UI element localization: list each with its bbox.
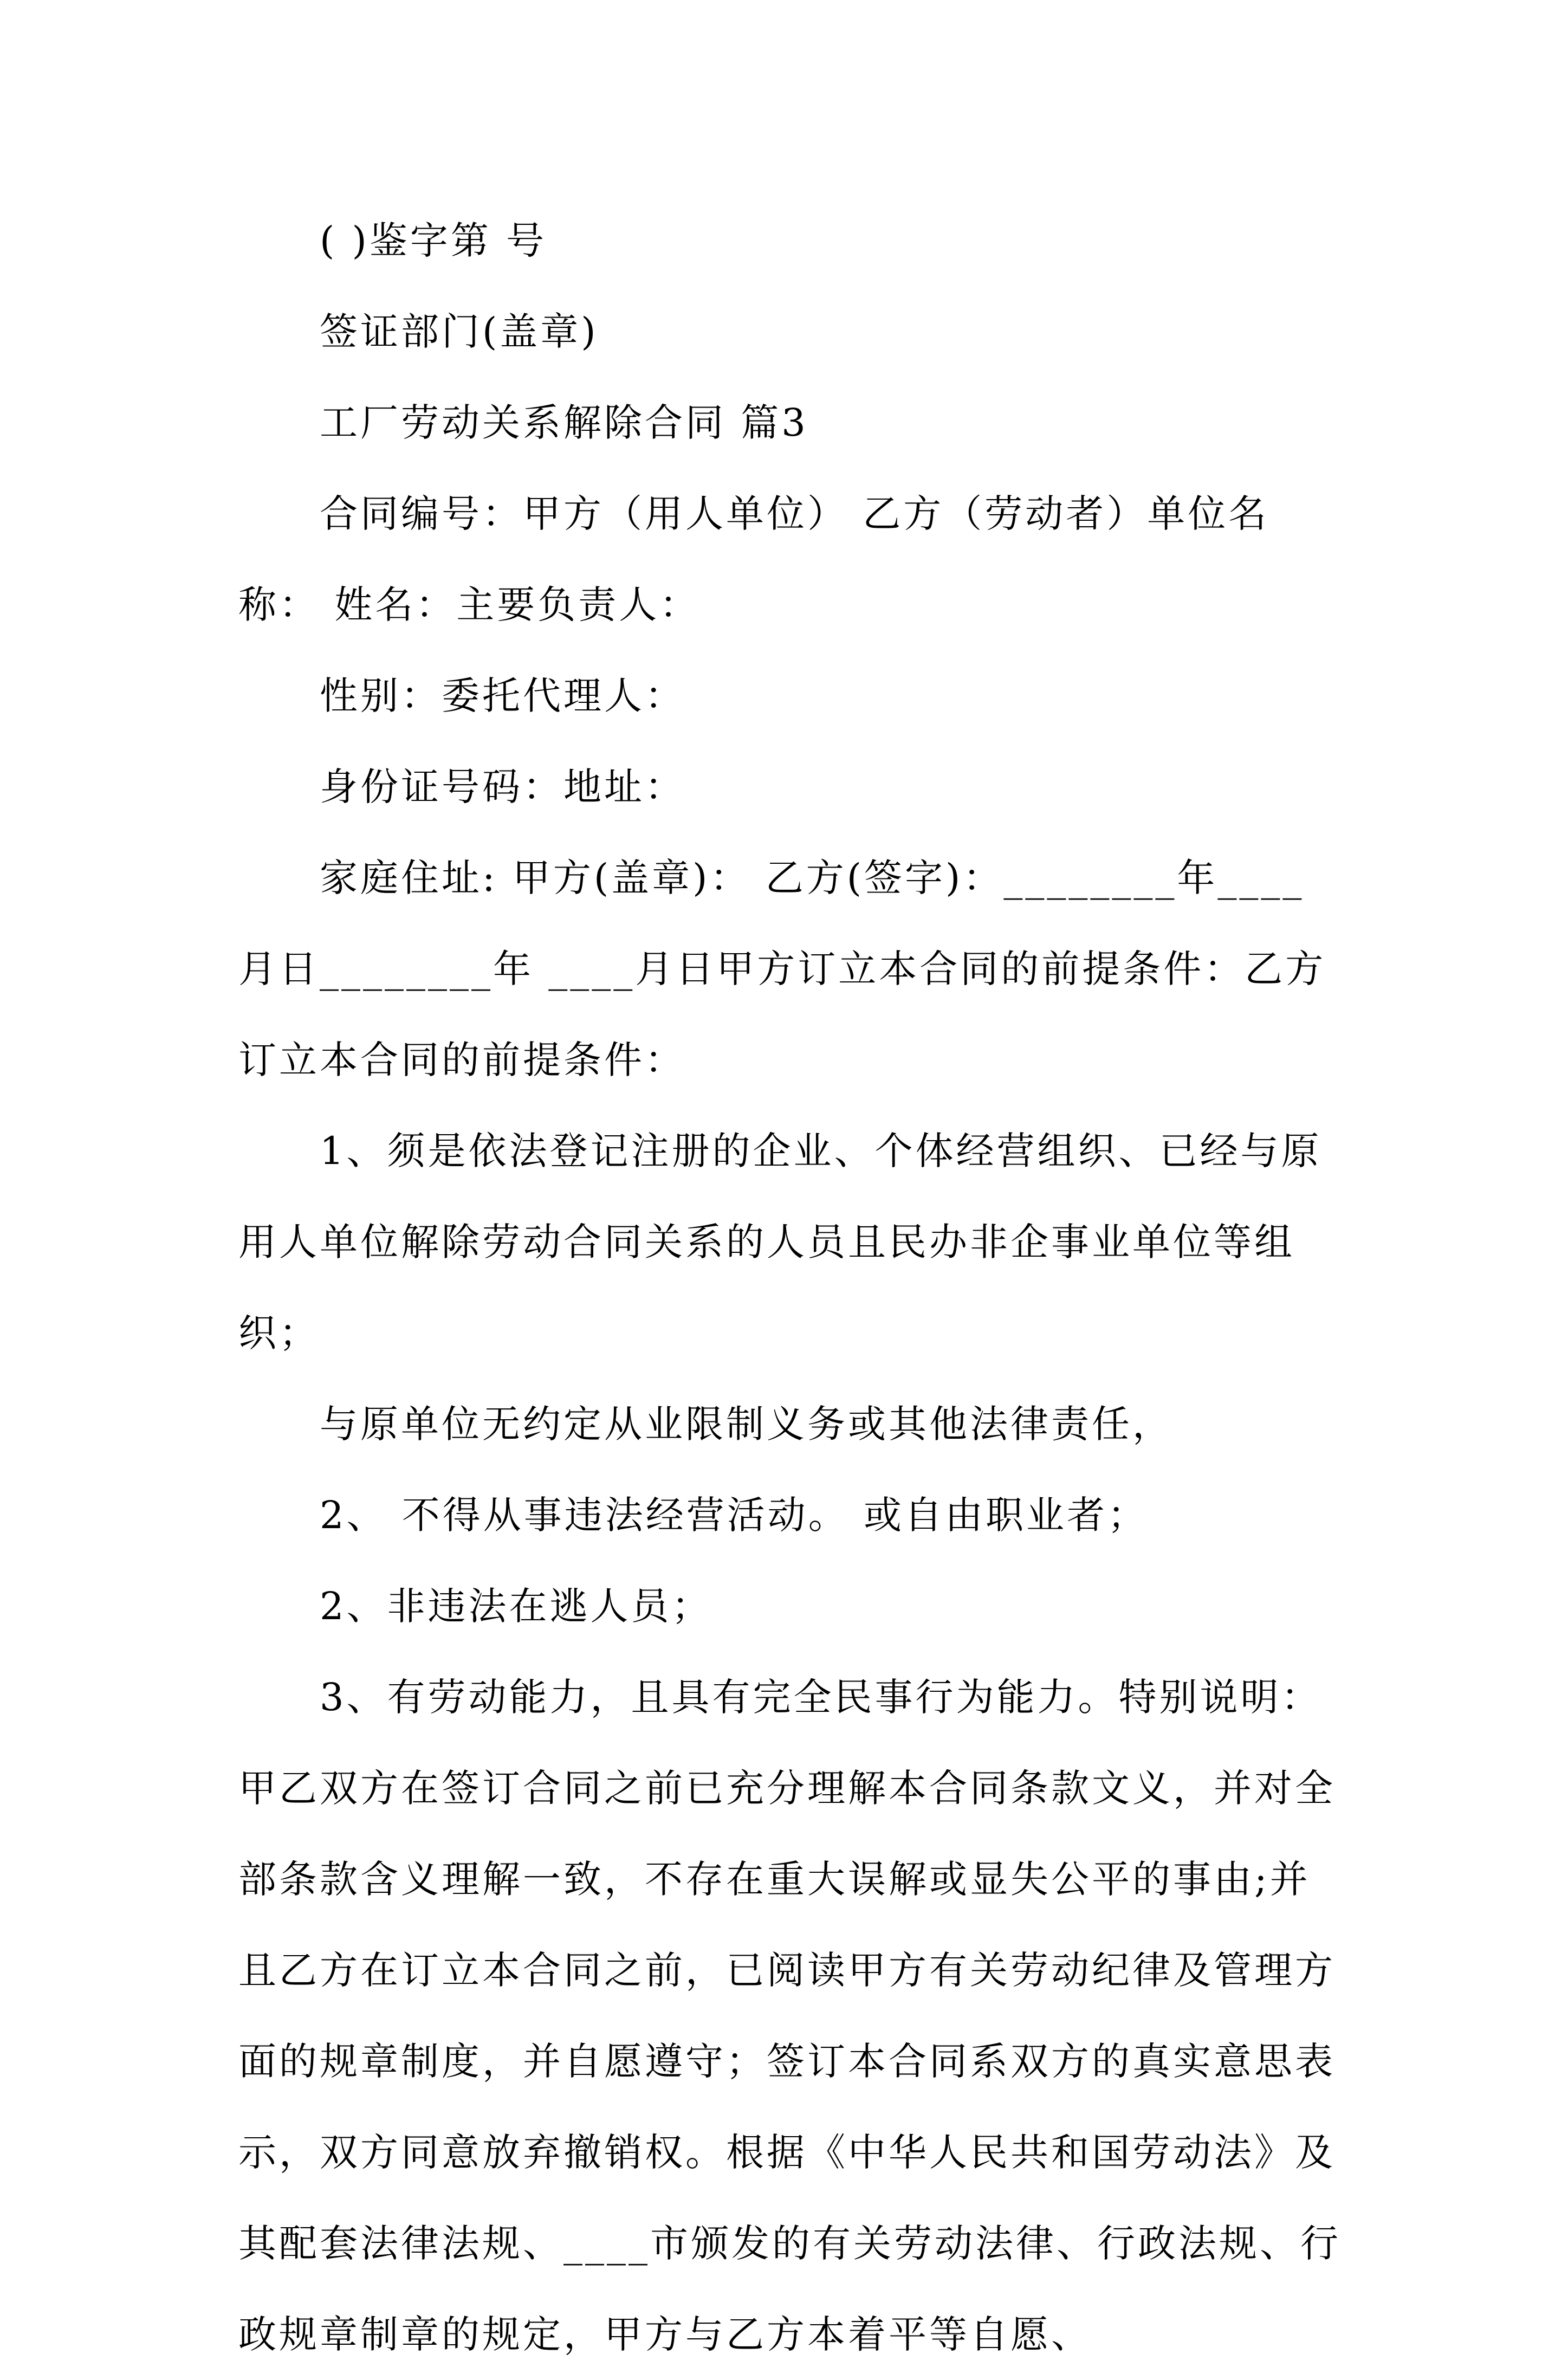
- paragraph-gender-agent: 性别：委托代理人：: [320, 674, 685, 718]
- paragraph-issuing-department: 签证部门(盖章): [320, 309, 599, 354]
- paragraph-condition-1: 1、须是依法登记注册的企业、个体经营组织、已经与原用人单位解除劳动合同关系的人员且民办非企事业单位等组织；: [238, 1129, 1322, 1355]
- paragraph-id-address: 身份证号码：地址：: [320, 765, 685, 809]
- paragraph-home-address-signatures: 家庭住址: 甲方(盖章)： 乙方(签字)：________年____月日________年 ____月日甲方订立本合同的前提条件：乙方订立本合同的前提条件：: [238, 856, 1326, 1082]
- paragraph-condition-2a: 2、 不得从事违法经营活动。 或自由职业者；: [320, 1493, 1149, 1537]
- paragraph-section-title: 工厂劳动关系解除合同 篇3: [320, 400, 808, 445]
- document-body: [238, 195, 1344, 2380]
- paragraph-condition-2b: 2、非违法在逃人员；: [320, 1584, 712, 1628]
- paragraph-condition-3: 3、有劳动能力，且具有完全民事行为能力。特别说明：甲乙双方在签订合同之前已充分理解本合同条款文义，并对全部条款含义理解一致，不存在重大误解或显失公平的事由;并且乙方在订立本合同之前，已阅读甲方有关劳动纪律及管理方面的规章制度，并自愿遵守；签订本合同系双方的真实意思表示，双方同意放弃撤销权。根据《中华人民共和国劳动法》及其配套法律法规、____市颁发的有关劳动法律、行政法规、行政规章制章的规定，甲方与乙方本着平等自愿、: [238, 1675, 1341, 2357]
- paragraph-contract-parties: 合同编号：甲方（用人单位） 乙方（劳动者）单位名称： 姓名：主要负责人：: [238, 491, 1269, 627]
- paragraph-appraisal-number: ( )鉴字第 号: [320, 218, 547, 263]
- paragraph-no-restriction: 与原单位无约定从业限制义务或其他法律责任，: [320, 1402, 1173, 1446]
